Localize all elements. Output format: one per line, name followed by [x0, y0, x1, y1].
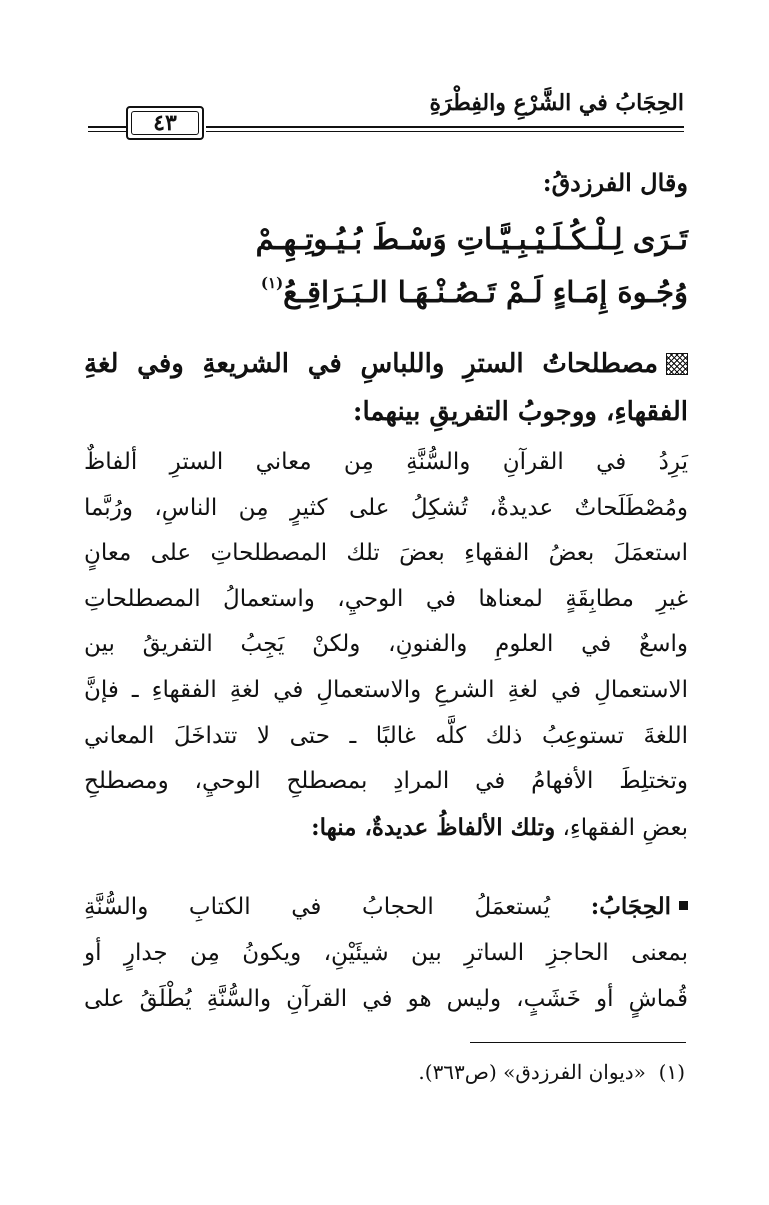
section-heading-line-1-text: مصطلحاتُ السترِ واللباسِ في الشريعةِ وفي لغةِ	[84, 349, 658, 379]
paragraph-last-line-bold: وتلك الألفاظُ عديدةٌ، منها:	[311, 813, 556, 841]
entry-term: الحِجَابُ:	[590, 893, 672, 920]
section-heading-line-1	[84, 340, 688, 388]
footnote-separator	[470, 1042, 686, 1043]
poem-verse-1	[84, 222, 716, 256]
paragraph-line: استعمَلَ بعضُ الفقهاءِ بعضَ تلك المصطلحاتِ على معانٍ	[84, 540, 688, 567]
entry-line: بمعنى الحاجزِ الساترِ بين شيئَيْنِ، ويكونُ مِن جدارٍ أو	[84, 940, 688, 966]
bullet-icon	[679, 901, 688, 910]
header-rule-left	[88, 126, 126, 132]
paragraph-line: اللغةَ تستوعِبُ ذلك كلَّه غالبًا ـ حتى لا تتداخَلَ المعاني	[84, 722, 688, 749]
paragraph-line: ومُصْطَلَحاتٌ عديدةٌ، تُشكِلُ على كثيرٍ مِن الناسِ، ورُبَّما	[84, 494, 688, 521]
paragraph-line: واسعٌ في العلومِ والفنونِ، ولكنْ يَجِبُ التفريقُ بين	[84, 631, 688, 658]
poem-intro: وقال الفرزدقُ:	[542, 168, 688, 197]
footnote-text: «ديوان الفرزدق» (ص٣٦٣).	[418, 1060, 646, 1084]
footnote	[81, 1060, 685, 1084]
entry-line-1-text: يُستعمَلُ الحجابُ في الكتابِ والسُّنَّةِ	[84, 894, 551, 920]
section-heading-line-2: الفقهاءِ، ووجوبُ التفريقِ بينهما:	[352, 397, 688, 427]
paragraph-line: يَرِدُ في القرآنِ والسُّنَّةِ مِن معاني السترِ ألفاظٌ	[84, 449, 688, 475]
footnote-number: (١)	[658, 1060, 685, 1084]
poem-verse-1-text: تَـرَى لِـلْـكُـلَـيْـبِـيَّـاتِ وَسْـطَ بُـيُـوتِـهِـمْ	[255, 222, 688, 256]
page-header	[88, 88, 684, 140]
ornament-icon	[666, 353, 688, 375]
running-title: الحِجَابُ في الشَّرْعِ والفِطْرَةِ	[429, 90, 684, 116]
header-rule	[206, 126, 684, 132]
footnote-reference[interactable]: (١)	[260, 274, 284, 292]
entry-line: قُماشٍ أو خَشَبٍ، وليس هو في القرآنِ والسُّنَّةِ يُطْلَقُ على	[84, 986, 688, 1012]
paragraph-line: غيرِ مطابِقَةٍ لمعناها في الوحيِ، واستعمالُ المصطلحاتِ	[84, 585, 688, 612]
paragraph-last-line-start: بعضِ الفقهاءِ،	[562, 814, 688, 841]
poem-verse-2	[84, 274, 692, 309]
entry-line-1	[84, 884, 688, 930]
section-heading	[84, 340, 688, 436]
body-paragraph	[84, 440, 688, 851]
hijab-entry	[84, 884, 688, 1022]
page-number: ٤٣	[153, 110, 177, 136]
poem-verse-2-text: وُجُـوهَ إِمَـاءٍ لَـمْ تَـصُـنْـهَـا الـبَـرَاقِـعُ	[283, 275, 688, 309]
paragraph-line: الاستعمالِ في لغةِ الشرعِ والاستعمالِ في لغةِ الفقهاءِ ـ فإنَّ	[84, 676, 688, 703]
page-number-frame	[126, 106, 204, 140]
paragraph-last-line	[84, 805, 688, 852]
paragraph-line: وتختلِطَ الأفهامُ في المرادِ بمصطلحِ الوحيِ، ومصطلحِ	[84, 768, 688, 795]
